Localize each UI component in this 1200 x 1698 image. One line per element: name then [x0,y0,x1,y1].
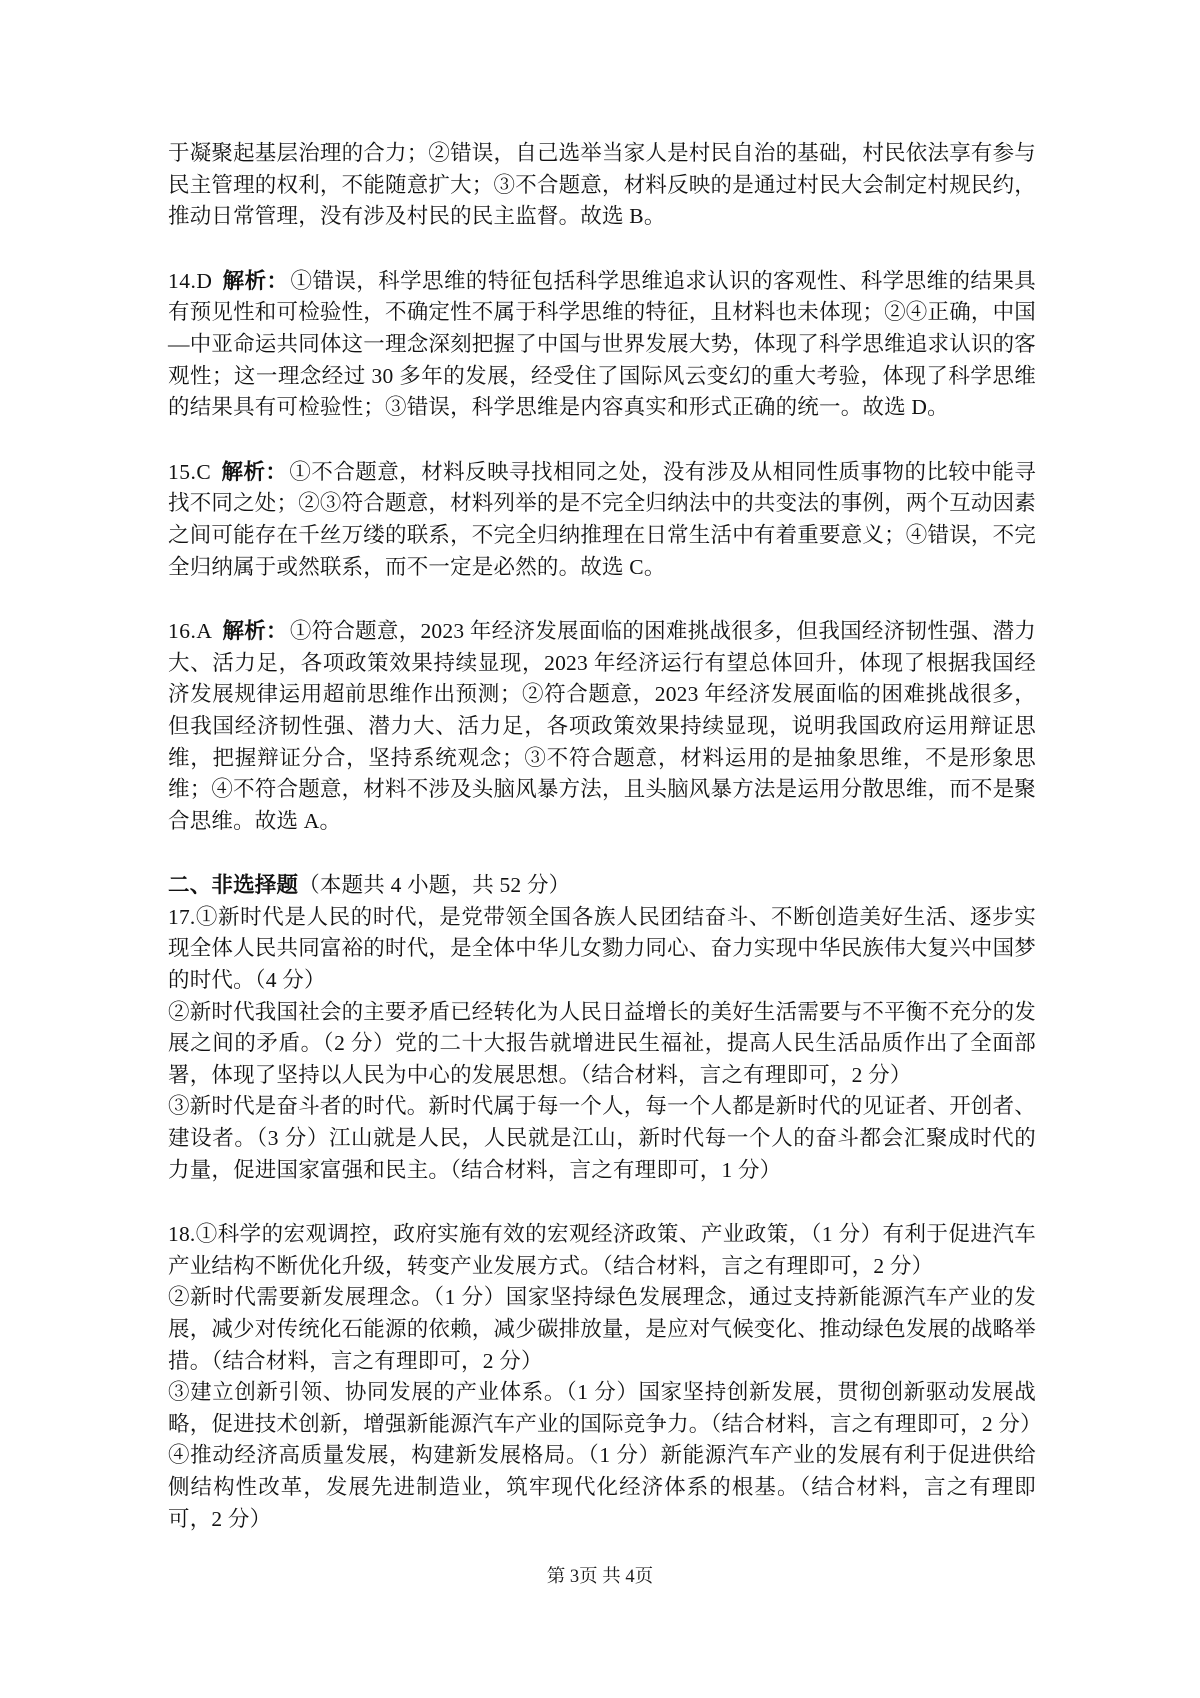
answer-17-item-2-text: ②新时代我国社会的主要矛盾已经转化为人民日益增长的美好生活需要与不平衡不充分的发展之间的矛盾。（2 分）党的二十大报告就增进民生福祉，提高人民生活品质作出了全面部署，体现了坚持以人民为中心的发展思想。（结合材料，言之有理即可，2 分） [168,999,1037,1087]
paragraph-continuation-q13 [168,138,1036,233]
answer-18-item-1 [168,1219,1036,1282]
document-content [168,138,1042,1535]
answer-15-label: 15.C [168,459,212,484]
answer-17-item-3 [168,1091,1036,1186]
answer-18-item-1-text: 18.①科学的宏观调控，政府实施有效的宏观经济政策、产业政策，（1 分）有利于促进汽车产业结构不断优化升级，转变产业发展方式。（结合材料，言之有理即可，2 分） [168,1222,1036,1278]
answer-17-item-3-text: ③新时代是奋斗者的时代。新时代属于每一个人，每一个人都是新时代的见证者、开创者、建设者。（3 分）江山就是人民，人民就是江山，新时代每一个人的奋斗都会汇聚成时代的力量，促进国家富强和民主。（结合材料，言之有理即可，1 分） [168,1094,1037,1182]
answer-14-label: 14.D [168,268,213,293]
continuation-text: 于凝聚起基层治理的合力；②错误，自己选举当家人是村民自治的基础，村民依法享有参与民主管理的权利，不能随意扩大；③不合题意，材料反映的是通过村民大会制定村规民约，推动日常管理，没有涉及村民的民主监督。故选 B。 [168,141,1037,229]
section-heading [168,870,1036,902]
section-heading-rest: （本题共 4 小题，共 52 分） [298,873,571,898]
page-number-footer: 第 3页 共 4页 [546,1567,654,1587]
answer-14-paragraph [168,266,1036,424]
answer-17-item-1 [168,902,1036,997]
answer-18-item-2 [168,1282,1036,1377]
answer-18-item-4 [168,1440,1036,1535]
answer-16-text: ①符合题意，2023 年经济发展面临的困难挑战很多，但我国经济韧性强、潜力大、活力足，各项政策效果持续显现，2023 年经济运行有望总体回升，体现了根据我国经济发展规律运用超前思维作出预测；②符合题意，2023 年经济发展面临的困难挑战很多，但我国经济韧性强、潜力大、活力足，各项政策效果持续显现，说明我国政府运用辩证思维，把握辩证分合，坚持系统观念；③不符合题意，材料运用的是抽象思维，不是形象思维；④不符合题意，材料不涉及头脑风暴方法，且头脑风暴方法是运用分散思维，而不是聚合思维。故选 A。 [168,619,1037,833]
answer-18-item-3 [168,1377,1042,1440]
answer-16-label: 16.A [168,619,213,644]
section-heading-bold: 二、非选择题 [168,873,299,898]
answer-15-paragraph [168,457,1036,583]
answer-17-item-2 [168,997,1036,1092]
answer-14-text: ①错误，科学思维的特征包括科学思维追求认识的客观性、科学思维的结果具有预见性和可检验性，不确定性不属于科学思维的特征，且材料也未体现；②④正确，中国—中亚命运共同体这一理念深刻把握了中国与世界发展大势，体现了科学思维追求认识的客观性；这一理念经过 30 多年的发展，经受住了国际风云变幻的重大考验，体现了科学思维的结果具有可检验性；③错误，科学思维是内容真实和形式正确的统一。故选 D。 [168,268,1037,420]
answer-18-item-2-text: ②新时代需要新发展理念。（1 分）国家坚持绿色发展理念，通过支持新能源汽车产业的发展，减少对传统化石能源的依赖，减少碳排放量，是应对气候变化、推动绿色发展的战略举措。（结合材料，言之有理即可，2 分） [168,1285,1037,1373]
answer-17-item-1-text: 17.①新时代是人民的时代，是党带领全国各族人民团结奋斗、不断创造美好生活、逐步实现全体人民共同富裕的时代，是全体中华儿女勠力同心、奋力实现中华民族伟大复兴中国梦的时代。（4 分） [168,904,1037,993]
answer-15-analysis-label: 解析： [221,459,288,484]
answer-15-text: ①不合题意，材料反映寻找相同之处，没有涉及从相同性质事物的比较中能寻找不同之处；②③符合题意，材料列举的是不完全归纳法中的共变法的事例，两个互动因素之间可能存在千丝万缕的联系，不完全归纳推理在日常生活中有着重要意义；④错误，不完全归纳属于或然联系，而不一定是必然的。故选 C。 [168,459,1037,579]
answer-14-analysis-label: 解析： [222,268,289,293]
answer-16-analysis-label: 解析： [222,619,288,644]
answer-18-item-4-text: ④推动经济高质量发展，构建新发展格局。（1 分）新能源汽车产业的发展有利于促进供给侧结构性改革，发展先进制造业，筑牢现代化经济体系的根基。（结合材料，言之有理即可，2 分） [168,1443,1036,1531]
answer-16-paragraph [168,616,1036,837]
answer-18-item-3-text: ③建立创新引领、协同发展的产业体系。（1 分）国家坚持创新发展，贯彻创新驱动发展战略，促进技术创新，增强新能源汽车产业的国际竞争力。（结合材料，言之有理即可，2 分） [168,1380,1042,1436]
